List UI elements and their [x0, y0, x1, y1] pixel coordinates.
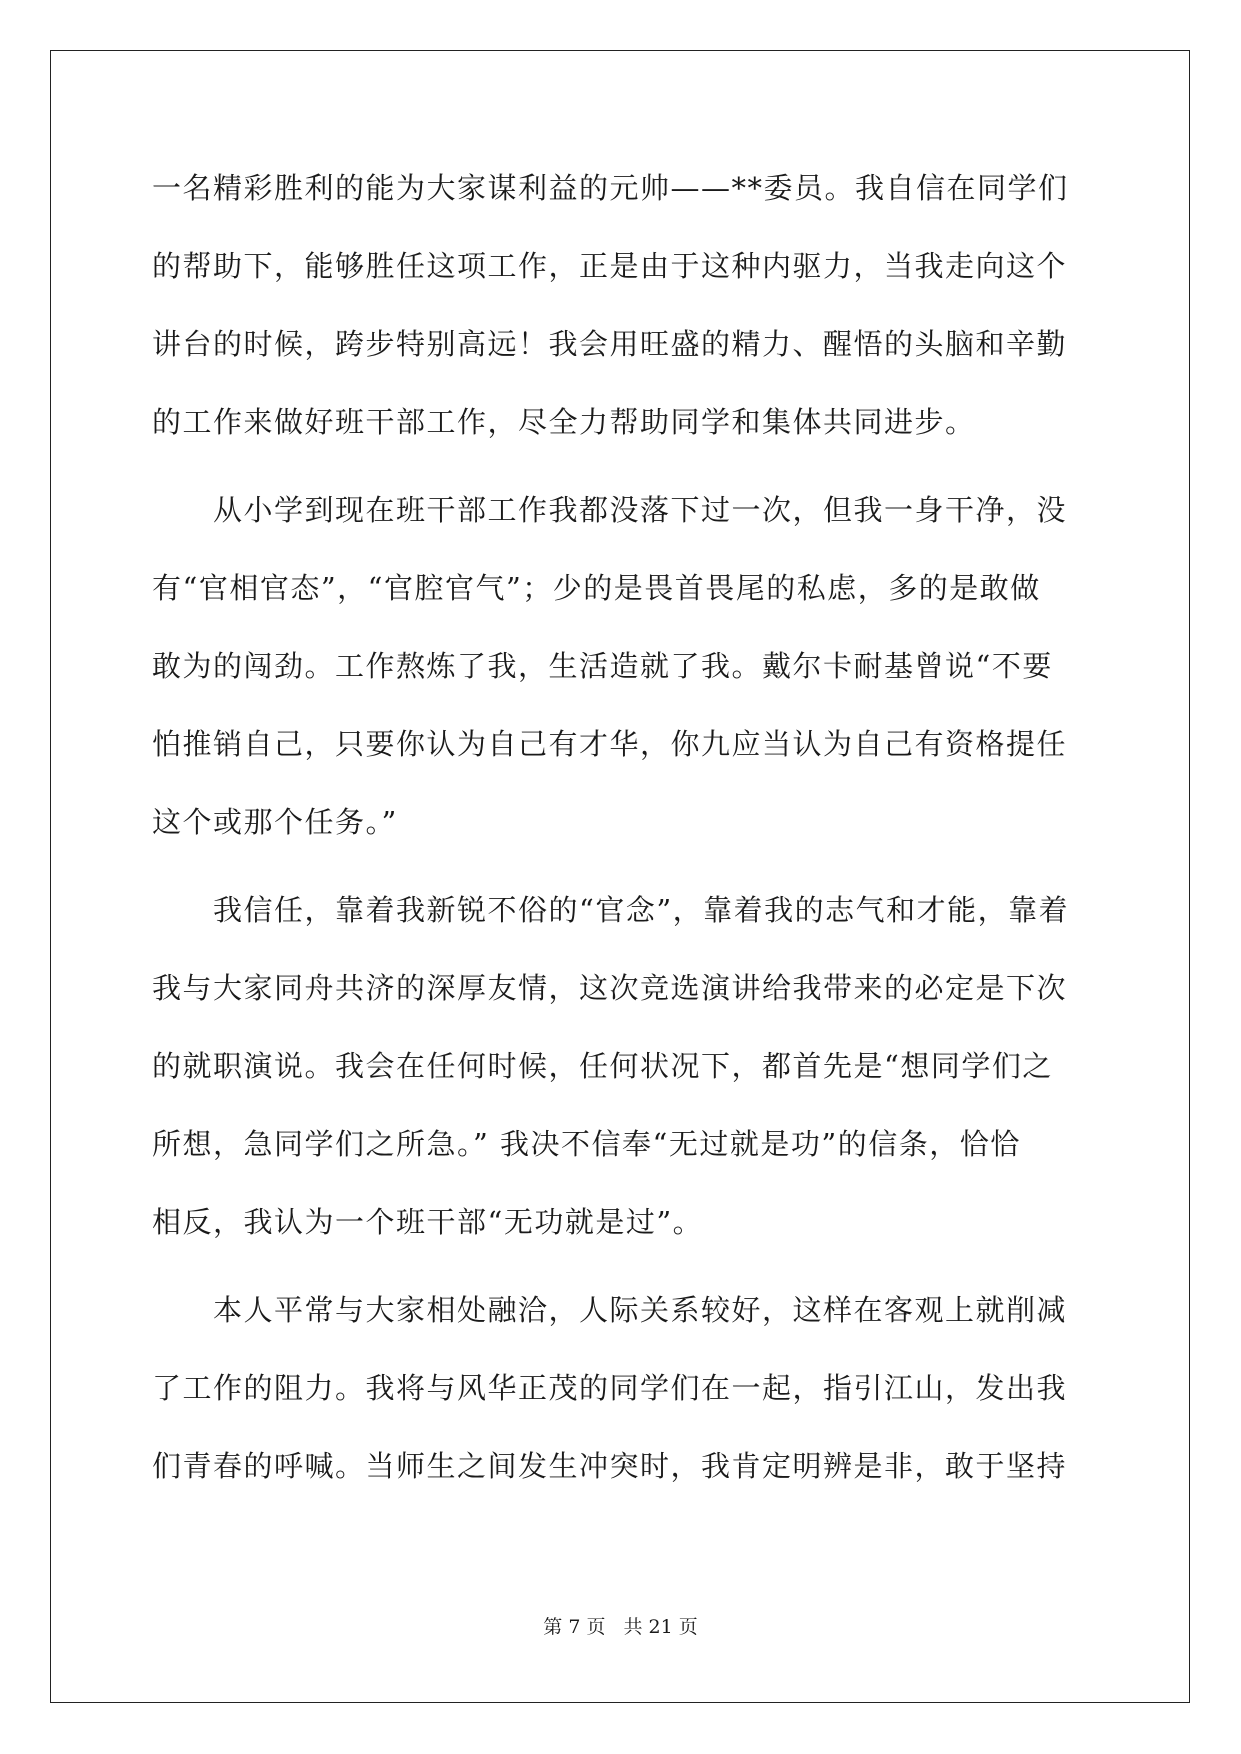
text-line: 讲台的时候，跨步特别高远！我会用旺盛的精力、醒悟的头脑和辛勤 [152, 327, 1068, 361]
text-line: 怕推销自己，只要你认为自己有才华，你九应当认为自己有资格提任 [152, 727, 1068, 761]
text-line: 敢为的闯劲。工作熬炼了我，生活造就了我。戴尔卡耐基曾说“不要 [152, 649, 1053, 683]
text-line: 有“官相官态”，“官腔官气”；少的是畏首畏尾的私虑，多的是敢做 [152, 571, 1041, 605]
text-line: 所想，急同学们之所急。” 我决不信奉“无过就是功”的信条，恰恰 [152, 1127, 1021, 1161]
text-line: 本人平常与大家相处融洽，人际关系较好，这样在客观上就削减 [152, 1293, 1068, 1327]
text-line: 相反，我认为一个班干部“无功就是过”。 [152, 1205, 704, 1239]
text-line: 一名精彩胜利的能为大家谋利益的元帅——**委员。我自信在同学们 [152, 171, 1069, 205]
page-total: 共 21 页 [623, 1616, 698, 1638]
text-line: 的工作来做好班干部工作，尽全力帮助同学和集体共同进步。 [152, 405, 976, 439]
text-line: 的就职演说。我会在任何时候，任何状况下，都首先是“想同学们之 [152, 1049, 1053, 1083]
text-line: 们青春的呼喊。当师生之间发生冲突时，我肯定明辨是非，敢于坚持 [152, 1449, 1068, 1483]
page-footer [0, 1615, 1241, 1639]
text-line: 了工作的阻力。我将与风华正茂的同学们在一起，指引江山，发出我 [152, 1371, 1068, 1405]
text-line: 我与大家同舟共济的深厚友情，这次竞选演讲给我带来的必定是下次 [152, 971, 1068, 1005]
text-line: 从小学到现在班干部工作我都没落下过一次，但我一身干净，没 [152, 493, 1068, 527]
text-line: 我信任，靠着我新锐不俗的“官念”，靠着我的志气和才能，靠着 [152, 893, 1070, 927]
text-line: 这个或那个任务。” [152, 805, 398, 839]
text-line: 的帮助下，能够胜任这项工作，正是由于这种内驱力，当我走向这个 [152, 249, 1068, 283]
page-number: 第 7 页 [543, 1616, 606, 1638]
